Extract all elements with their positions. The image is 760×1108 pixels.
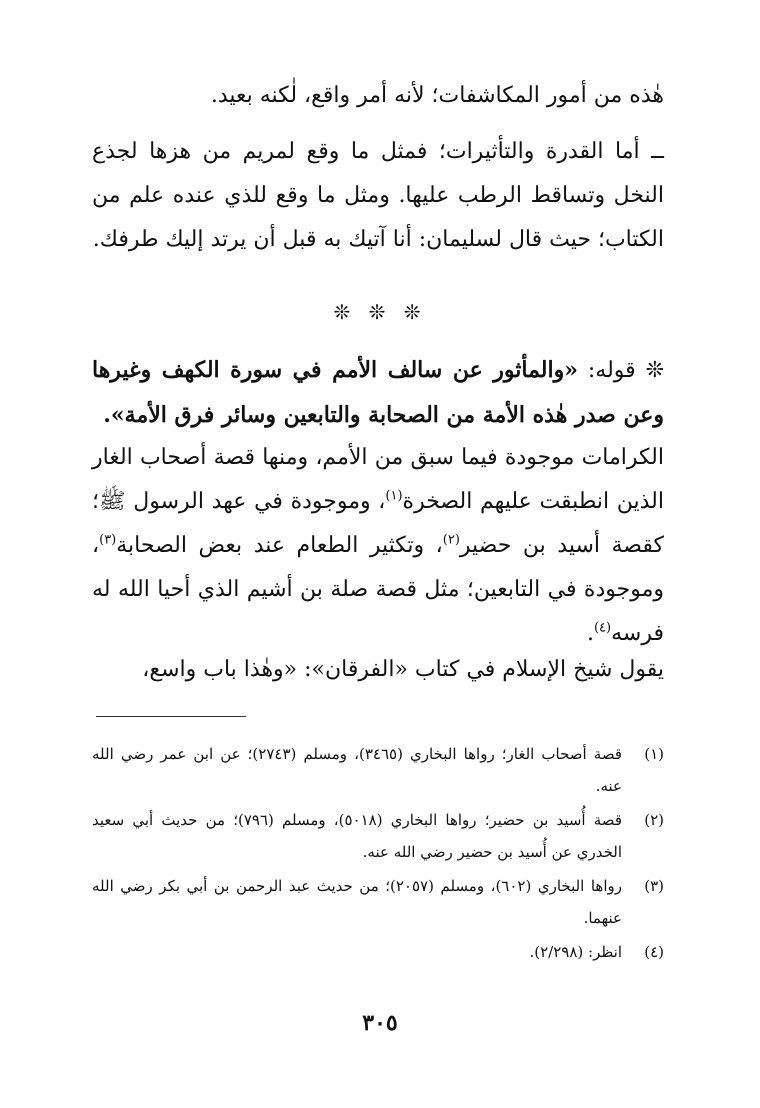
quote-end: .	[103, 402, 111, 428]
footnote-number: (٢)	[644, 811, 664, 829]
footnote-ref-1: (١)	[385, 488, 403, 504]
paragraph-2: ــ أما القدرة والتأثيرات؛ فمثل ما وقع لمريم من هزها لجذع النخل وتساقط الرطب عليها. ومثل ما وقع للذي عنده علم من الكتاب؛ حيث قال لسليمان: أنا آتيك به قبل أن يرتد إليك طرفك.	[92, 139, 664, 252]
footnote-2	[92, 804, 664, 868]
section-separator: ❊ ❊ ❊	[333, 300, 427, 324]
footnote-text: انظر: (٢/٢٩٨).	[529, 943, 622, 961]
footnote-ref-2: (٢)	[442, 532, 460, 548]
quote-lead: ❊ قوله:	[578, 358, 664, 383]
footnote-ref-3: (٣)	[99, 532, 117, 548]
paragraph-karamat-part4: ، وموجودة في التابعين؛ مثل قصة صلة بن أشيم الذي أحيا الله له فرسه	[92, 533, 664, 646]
paragraph-karamat-part1: الكرامات موجودة فيما سبق من الأمم، ومنها قصة أصحاب الغار الذين انطبقت عليهم الصخرة	[92, 445, 664, 514]
paragraph-1: هٰذه من أمور المكاشفات؛ لأنه أمر واقع، لٰكنه بعيد.	[210, 83, 664, 108]
quoted-text-paragraph	[92, 348, 664, 437]
page-number: ٣٠٥	[362, 1010, 398, 1036]
paragraph-karamat-part2: ، وموجودة في عهد الرسول ﷺ؛ كقصة أسيد بن حضير	[92, 489, 664, 558]
paragraph-5: يقول شيخ الإسلام في كتاب «الفرقان»: «وهٰذا باب واسع،	[142, 657, 664, 682]
paragraph-karamat-part3: ، وتكثير الطعام عند بعض الصحابة	[116, 533, 443, 558]
footnote-ref-4: (٤)	[593, 620, 612, 636]
footnote-text: قصة أصحاب الغار؛ رواها البخاري (٣٤٦٥)، ومسلم (٢٧٤٣)؛ عن ابن عمر رضي الله عنه.	[92, 745, 622, 795]
footnote-4	[92, 936, 664, 968]
footnote-text: رواها البخاري (٦٠٢)، ومسلم (٢٠٥٧)؛ من حديث عبد الرحمن بن أبي بكر رضي الله عنهما.	[92, 877, 622, 927]
quote-text: «والمأثور عن سالف الأمم في سورة الكهف وغيرها وعن صدر هٰذه الأمة من الصحابة والتابعين وسائر فرق الأمة»	[92, 357, 664, 428]
footnote-number: (١)	[644, 745, 664, 763]
footnote-1	[92, 738, 664, 802]
footnote-number: (٤)	[644, 943, 664, 961]
footnote-text: قصة أُسيد بن حضير؛ رواها البخاري (٥٠١٨)، ومسلم (٧٩٦)؛ من حديث أبي سعيد الخدري عن أُسيد بن حضير رضي الله عنه.	[92, 811, 622, 861]
paragraph-karamat	[92, 436, 664, 656]
footnotes	[92, 738, 664, 970]
footnote-3	[92, 870, 664, 934]
footnote-number: (٣)	[644, 877, 664, 895]
footnote-divider	[96, 716, 246, 717]
paragraph-karamat-part5: .	[586, 621, 594, 646]
